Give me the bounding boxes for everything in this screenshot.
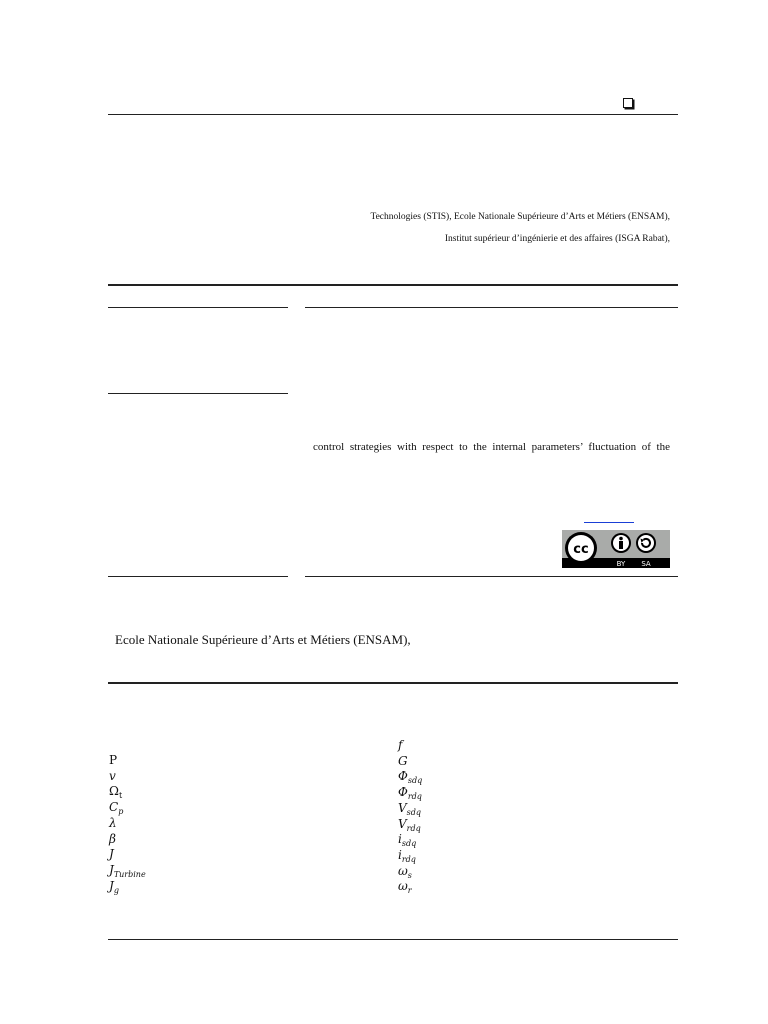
person-head-icon [619, 537, 623, 541]
symbol-subscript: t [118, 791, 123, 801]
person-body-icon [619, 541, 623, 549]
article-info-mid-rule [108, 393, 288, 394]
symbol-base: i [398, 847, 402, 862]
nomenclature-symbol [109, 816, 117, 831]
nomenclature-top-rule [108, 682, 678, 684]
nomenclature-symbol [109, 784, 122, 799]
abstract-text: control strategies with respect to the internal parameters’ fluctuation of the [313, 441, 670, 453]
nomenclature-symbol [398, 817, 421, 832]
header-rule [108, 114, 678, 115]
symbol-base: V [398, 800, 407, 815]
symbol-subscript: s [407, 870, 412, 880]
nomenclature-symbol [109, 847, 114, 862]
nomenclature-symbol [398, 785, 422, 800]
symbol-base: J [109, 878, 114, 893]
nomenclature-symbol [109, 753, 117, 768]
symbol-subscript: sdq [406, 807, 422, 817]
article-info-top-rule [108, 307, 288, 308]
license-link[interactable] [584, 522, 634, 523]
sa-inner [638, 535, 654, 551]
nomenclature-symbol [109, 879, 119, 894]
nomenclature-symbol [398, 864, 412, 879]
symbol-base: β [109, 831, 116, 846]
nomenclature-symbol [109, 800, 123, 815]
symbol-subscript: rdq [407, 792, 422, 802]
symbol-base: C [109, 800, 119, 815]
nomenclature-symbol [398, 738, 402, 753]
by-label: BY [616, 560, 626, 568]
abstract-text-fragment [313, 441, 670, 453]
symbol-subscript: sdq [407, 776, 423, 786]
cc-label: cc [573, 542, 589, 557]
abstract-top-rule [305, 307, 678, 308]
abstract-bottom-rule [305, 576, 678, 577]
correspondence-affiliation: Ecole Nationale Supérieure d’Arts et Métiers (ENSAM), [115, 632, 411, 647]
symbol-base: G [398, 753, 408, 768]
symbol-base: ω [398, 863, 408, 878]
symbol-base: ω [398, 879, 408, 894]
symbol-subscript: sdq [401, 839, 417, 849]
nomenclature-symbol [398, 769, 422, 784]
box-icon [623, 98, 633, 108]
nomenclature-symbol [398, 879, 412, 894]
cc-by-sa-icon[interactable] [562, 530, 670, 568]
symbol-base: Φ [398, 785, 408, 800]
nomenclature-symbol [109, 832, 116, 847]
symbol-base: λ [109, 815, 117, 830]
footer-rule [108, 939, 678, 940]
nomenclature-symbol [109, 769, 116, 784]
symbol-base: i [398, 832, 402, 847]
symbol-subscript: rdq [401, 854, 416, 864]
symbol-subscript: rdq [406, 823, 421, 833]
article-info-bottom-rule [108, 576, 288, 577]
nomenclature-symbol [398, 801, 421, 816]
nomenclature-symbol [109, 863, 146, 878]
nomenclature-symbol [398, 754, 408, 769]
affiliation-line-1: Technologies (STIS), Ecole Nationale Supérieure d’Arts et Métiers (ENSAM), [370, 212, 670, 222]
symbol-subscript: Turbine [113, 869, 146, 879]
symbol-base: J [109, 862, 114, 877]
title-block-rule [108, 284, 678, 286]
symbol-subscript: p [118, 807, 124, 817]
symbol-base: Ω [109, 784, 119, 799]
symbol-base: V [398, 816, 407, 831]
symbol-base: Φ [398, 769, 408, 784]
symbol-subscript: r [407, 886, 412, 896]
symbol-base: v [109, 768, 116, 783]
affiliation-line-2: Institut supérieur d’ingénierie et des affaires (ISGA Rabat), [444, 234, 670, 244]
symbol-base: J [109, 847, 114, 862]
sa-label: SA [641, 560, 651, 568]
nomenclature-symbol [398, 832, 416, 847]
symbol-base: P [109, 753, 118, 767]
nomenclature-symbol [398, 848, 416, 863]
symbol-subscript: g [113, 885, 119, 895]
symbol-base: f [398, 738, 403, 752]
